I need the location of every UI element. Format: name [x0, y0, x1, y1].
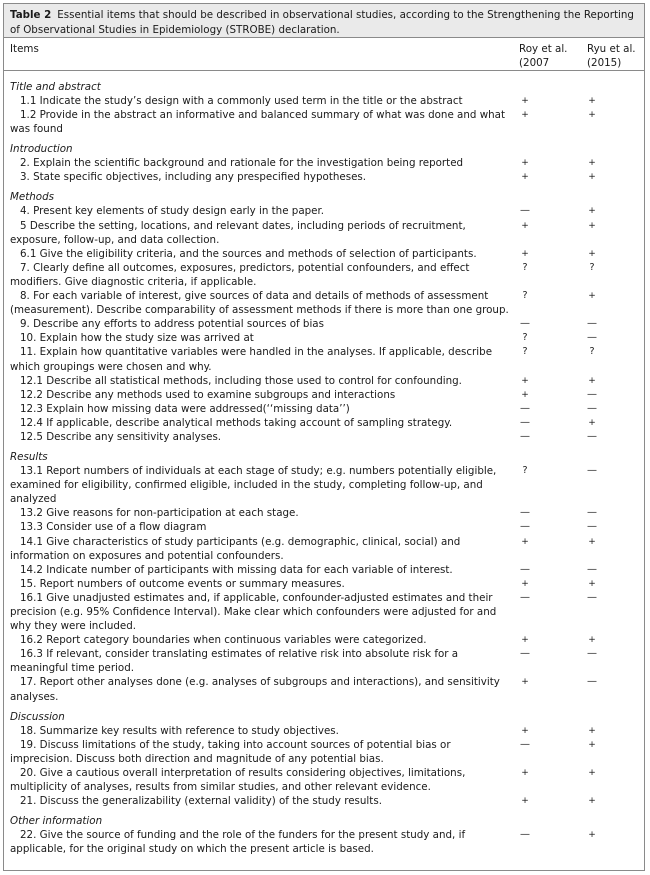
table-row: [4, 402, 644, 416]
table-row: [4, 170, 644, 184]
ryu-mark: —: [587, 388, 597, 400]
roy-mark: +: [521, 110, 529, 121]
ryu-mark: —: [587, 402, 597, 414]
roy-mark: +: [521, 677, 529, 688]
ryu-mark: —: [587, 430, 597, 442]
roy-mark: +: [521, 578, 529, 589]
roy-mark: —: [520, 563, 530, 575]
item-text: 12.2 Describe any methods used to examine subgroups and interactions: [20, 388, 396, 401]
roy-mark: —: [520, 521, 530, 533]
roy-mark: +: [521, 725, 529, 736]
item-text: 17. Report other analyses done (e.g. analyses of subgroups and interactions), and sensitivity analyses.: [10, 676, 500, 703]
ryu-mark: ?: [589, 261, 595, 273]
table-row: [4, 331, 644, 345]
table-row: [4, 261, 644, 289]
item-text: 9. Describe any efforts to address potential sources of bias: [20, 318, 324, 331]
item-text: 12.5 Describe any sensitivity analyses.: [20, 430, 222, 443]
roy-mark: +: [521, 96, 529, 106]
section-heading: Discussion: [10, 710, 65, 723]
ryu-mark: +: [588, 291, 596, 302]
ryu-mark: —: [587, 332, 597, 344]
item-text: 1.2 Provide in the abstract an informative and balanced summary of what was done and what was found: [10, 109, 505, 136]
column-header-roy: [519, 42, 577, 70]
item-text: 13.1 Report numbers of individuals at each stage of study; e.g. numbers potentially eligible, examined for eligibility, confirmed eligible, included in the study, completing follow-up, and analyzed: [10, 465, 497, 506]
item-text: 12.4 If applicable, describe analytical methods taking account of sampling strategy.: [20, 416, 453, 429]
item-text: 13.3 Consider use of a flow diagram: [20, 521, 207, 534]
ryu-mark: —: [587, 521, 597, 533]
item-text: 7. Clearly define all outcomes, exposures, predictors, potential confounders, and effect modifiers. Give diagnostic criteria, if applicable.: [10, 261, 470, 288]
item-text: 21. Discuss the generalizability (external validity) of the study results.: [20, 795, 382, 808]
ryu-mark: ?: [589, 346, 595, 358]
roy-mark: +: [521, 796, 529, 807]
ryu-mark: +: [588, 417, 596, 428]
table-row: [4, 388, 644, 402]
ryu-mark: +: [588, 206, 596, 217]
section-heading: Other information: [10, 815, 103, 828]
item-text: 12.1 Describe all statistical methods, including those used to control for confounding.: [20, 374, 462, 387]
table-header-row: [4, 38, 644, 71]
table-caption: [4, 4, 644, 38]
table-row: [4, 464, 644, 506]
item-text: 14.1 Give characteristics of study participants (e.g. demographic, clinical, social) and information on exposures and potential confounders.: [10, 535, 461, 562]
roy-mark: +: [521, 248, 529, 259]
ryu-mark: +: [588, 96, 596, 106]
roy-mark: +: [521, 375, 529, 386]
roy-mark: +: [521, 172, 529, 183]
ryu-mark: —: [587, 591, 597, 603]
table-frame: [3, 3, 645, 871]
table-row: [4, 156, 644, 170]
table-row: [4, 94, 644, 108]
table-label: Table 2: [10, 9, 52, 21]
item-text: 14.2 Indicate number of participants with missing data for each variable of interest.: [20, 563, 453, 576]
item-text: 15. Report numbers of outcome events or summary measures.: [20, 577, 345, 590]
roy-mark: +: [521, 389, 529, 400]
item-text: 4. Present key elements of study design early in the paper.: [20, 205, 325, 218]
ryu-mark: +: [588, 248, 596, 259]
roy-mark: +: [521, 158, 529, 169]
table-row: [4, 591, 644, 633]
table-row: [4, 577, 644, 591]
roy-mark: —: [520, 591, 530, 603]
ryu-mark: +: [588, 739, 596, 750]
item-text: 12.3 Explain how missing data were addressed(‘‘missing data’’): [20, 402, 350, 415]
ryu-mark: +: [588, 830, 596, 841]
roy-mark: ?: [522, 290, 528, 302]
column-header-ryu-line1: Ryu et al.: [587, 43, 636, 55]
ryu-mark: —: [587, 318, 597, 330]
table-row: [4, 204, 644, 218]
item-text: 1.1 Indicate the study’s design with a commonly used term in the title or the abstract: [20, 95, 463, 107]
item-text: 2. Explain the scientific background and rationale for the investigation being reported: [20, 157, 464, 170]
table-row: [4, 317, 644, 331]
section-heading: Title and abstract: [10, 81, 101, 93]
item-text: 22. Give the source of funding and the role of the funders for the present study and, if applicable, for the original study on which the present article is based.: [10, 829, 466, 856]
ryu-mark: +: [588, 725, 596, 736]
table-row: [4, 738, 644, 766]
column-header-ryu-line2: (2015): [587, 57, 622, 69]
ryu-mark: +: [588, 220, 596, 231]
item-text: 16.1 Give unadjusted estimates and, if applicable, confounder-adjusted estimates and their precision (e.g. 95% Confidence Interval). Make clear which confounders were adjusted for and why they were included.: [10, 591, 497, 633]
table-row: [4, 430, 644, 444]
roy-mark: +: [521, 220, 529, 231]
roy-mark: —: [520, 648, 530, 660]
table-row: [4, 108, 644, 136]
table-row: [4, 345, 644, 373]
ryu-mark: —: [587, 563, 597, 575]
table-row: [4, 535, 644, 563]
table-row: [4, 563, 644, 577]
table-row: [4, 520, 644, 534]
table-row: [4, 828, 644, 856]
ryu-mark: +: [588, 578, 596, 589]
roy-mark: —: [520, 205, 530, 217]
roy-mark: —: [520, 416, 530, 428]
roy-mark: —: [520, 402, 530, 414]
ryu-mark: +: [588, 158, 596, 169]
ryu-mark: +: [588, 172, 596, 183]
item-text: 19. Discuss limitations of the study, taking into account sources of potential bias or imprecision. Discuss both direction and magnitude of any potential bias.: [10, 738, 451, 765]
table-row: [4, 247, 644, 261]
ryu-mark: —: [587, 507, 597, 519]
roy-mark: +: [521, 635, 529, 646]
item-text: 16.2 Report category boundaries when continuous variables were categorized.: [20, 634, 427, 647]
item-text: 11. Explain how quantitative variables were handled in the analyses. If applicable, describe which groupings were chosen and why.: [10, 346, 493, 373]
table-row: [4, 289, 644, 317]
ryu-mark: +: [588, 635, 596, 646]
item-text: 3. State specific objectives, including any prespecified hypotheses.: [20, 171, 367, 184]
column-header-roy-line1: Roy et al.: [519, 43, 568, 55]
ryu-mark: +: [588, 536, 596, 547]
item-text: 6.1 Give the eligibility criteria, and the sources and methods of selection of participants.: [20, 247, 477, 260]
item-text: 8. For each variable of interest, give sources of data and details of methods of assessment (measurement). Describe comparability of assessment methods if there is more than one group.: [10, 290, 509, 317]
item-text: 5 Describe the setting, locations, and relevant dates, including periods of recruitment, exposure, follow-up, and data collection.: [10, 219, 466, 246]
column-header-ryu: [587, 42, 641, 70]
ryu-mark: +: [588, 375, 596, 386]
section-heading: Introduction: [10, 143, 73, 156]
roy-mark: —: [520, 430, 530, 442]
roy-mark: —: [520, 507, 530, 519]
column-header-roy-line2: (2007: [519, 57, 550, 69]
column-header-items: Items: [10, 43, 39, 55]
roy-mark: —: [520, 738, 530, 750]
ryu-mark: —: [587, 648, 597, 660]
table-row: [4, 794, 644, 808]
table-row: [4, 675, 644, 703]
table-row: [4, 724, 644, 738]
roy-mark: ?: [522, 465, 528, 477]
roy-mark: —: [520, 829, 530, 841]
item-text: 18. Summarize key results with reference to study objectives.: [20, 724, 339, 737]
ryu-mark: —: [587, 676, 597, 688]
table-row: [4, 766, 644, 794]
ryu-mark: —: [587, 465, 597, 477]
item-text: 20. Give a cautious overall interpretation of results considering objectives, limitations, multiplicity of analyses, results from similar studies, and other relevant evidence.: [10, 766, 466, 794]
roy-mark: ?: [522, 332, 528, 344]
table-row: [4, 506, 644, 520]
section-heading: Methods: [10, 191, 54, 204]
table-body: [4, 71, 644, 856]
table-row: [4, 633, 644, 647]
item-text: 16.3 If relevant, consider translating estimates of relative risk into absolute risk for a meaningful time period.: [10, 648, 459, 675]
roy-mark: ?: [522, 346, 528, 358]
table-row: [4, 647, 644, 675]
table-row: [4, 219, 644, 247]
table-caption-text: Essential items that should be described in observational studies, according to the Strengthening the Reporting of Observational Studies in Epidemiology (STROBE) declaration.: [10, 9, 634, 36]
roy-mark: —: [520, 318, 530, 330]
roy-mark: +: [521, 767, 529, 778]
item-text: 13.2 Give reasons for non-participation at each stage.: [20, 507, 299, 520]
roy-mark: ?: [522, 261, 528, 273]
roy-mark: +: [521, 536, 529, 547]
section-heading: Results: [10, 451, 48, 464]
item-text: 10. Explain how the study size was arrived at: [20, 332, 254, 345]
ryu-mark: +: [588, 796, 596, 807]
table-row: [4, 374, 644, 388]
ryu-mark: +: [588, 110, 596, 121]
table-row: [4, 416, 644, 430]
ryu-mark: +: [588, 767, 596, 778]
